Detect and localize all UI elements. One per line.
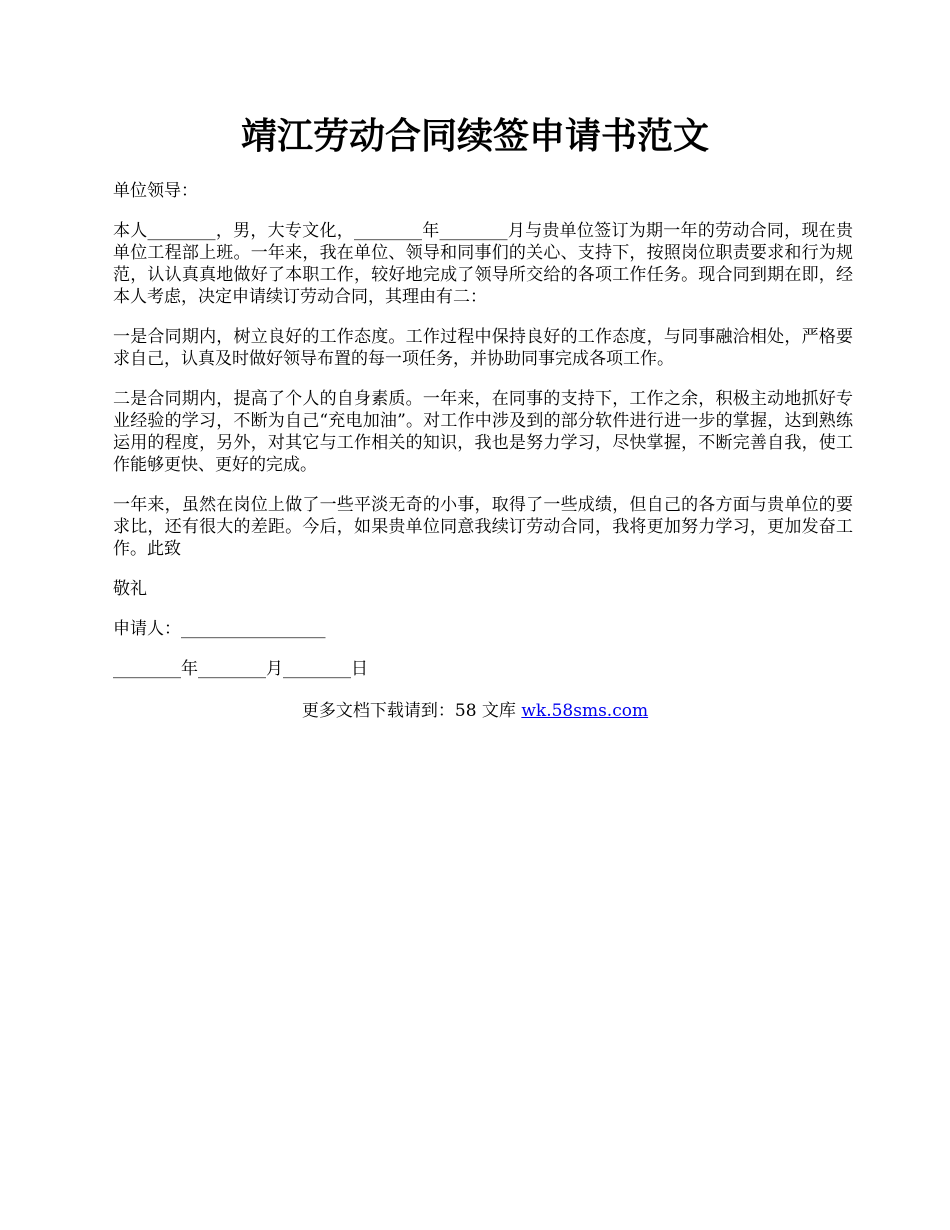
paragraph-1 xyxy=(113,220,853,308)
paragraph-4 xyxy=(113,494,853,560)
footer-link[interactable]: wk.58sms.com xyxy=(521,701,649,721)
footer-prefix: 更多文档下载请到：58 文库 xyxy=(301,701,522,721)
date-line xyxy=(113,658,853,680)
document-title: 靖江劳动合同续签申请书范文 xyxy=(240,115,709,157)
date-text: ________年________月________日 xyxy=(113,659,368,679)
paragraph-text: 二是合同期内，提高了个人的自身素质。一年来，在同事的支持下，工作之余，积极主动地抓好专业经验的学习，不断为自己“充电加油”。对工作中涉及到的部分软件进行进一步的掌握，达到熟练运用的程度，另外，对其它与工作相关的知识，我也是努力学习，尽快掌握，不断完善自我，使工作能够更快、更好的完成。 xyxy=(113,389,853,475)
paragraph-text: 一年来，虽然在岗位上做了一些平淡无奇的小事，取得了一些成绩，但自己的各方面与贵单位的要求比，还有很大的差距。今后，如果贵单位同意我续订劳动合同，我将更加努力学习，更加发奋工作。此致 xyxy=(113,495,853,559)
paragraph-3 xyxy=(113,388,853,476)
footer-note xyxy=(0,700,950,722)
paragraph-text: 本人________，男，大专文化，________年________月与贵单位签订为期一年的劳动合同，现在贵单位工程部上班。一年来，我在单位、领导和同事们的关心、支持下，按照岗位职责要求和行为规范，认认真真地做好了本职工作，较好地完成了领导所交给的各项工作任务。现合同到期在即，经本人考虑，决定申请续订劳动合同，其理由有二： xyxy=(113,221,853,307)
applicant-text: 申请人：_________________ xyxy=(113,619,326,639)
paragraph-text: 一是合同期内，树立良好的工作态度。工作过程中保持良好的工作态度，与同事融洽相处，严格要求自己，认真及时做好领导布置的每一项任务，并协助同事完成各项工作。 xyxy=(113,327,853,369)
applicant-signature-line xyxy=(113,618,853,640)
closing-text: 敬礼 xyxy=(113,579,147,599)
paragraph-2 xyxy=(113,326,853,370)
salutation xyxy=(113,180,853,202)
salutation-text: 单位领导： xyxy=(113,181,198,201)
closing xyxy=(113,578,853,600)
